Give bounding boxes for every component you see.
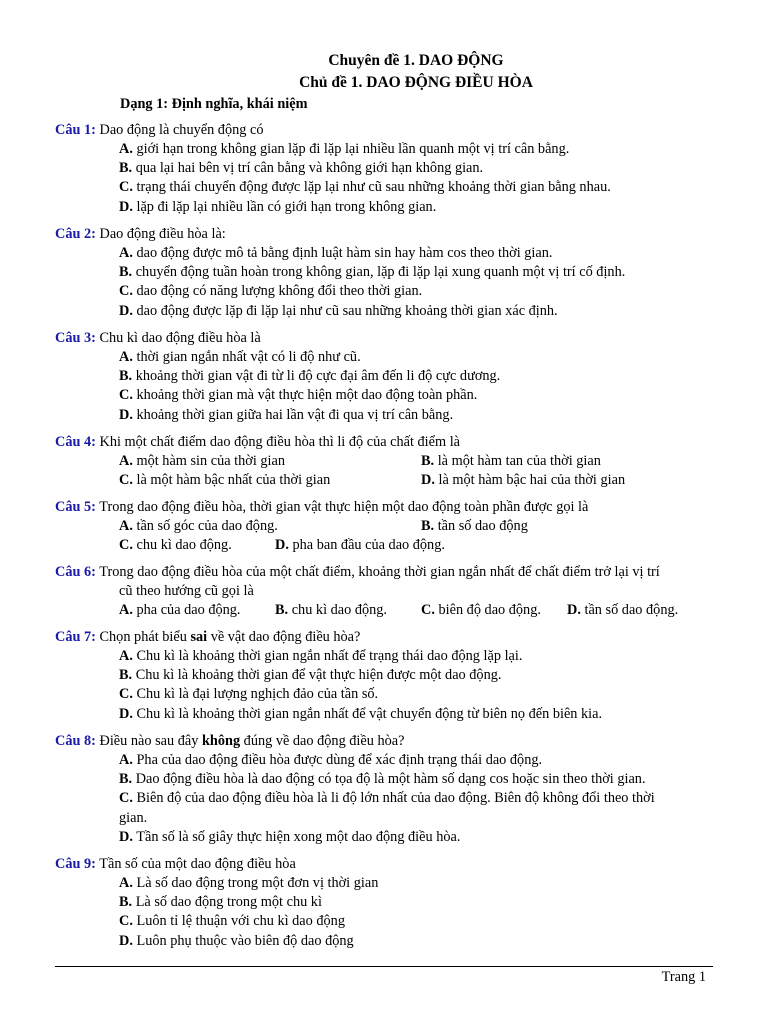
option-a: A. một hàm sin của thời gian	[119, 453, 286, 469]
option-d: D. dao động được lặp đi lặp lại như cũ sau những khoảng thời gian xác định.	[119, 302, 558, 319]
question-1	[55, 121, 715, 217]
question-9	[55, 855, 715, 951]
question-stem: Trong dao động điều hòa, thời gian vật thực hiện một dao động toàn phần được gọi là	[99, 499, 589, 515]
question-number: Câu 2:	[55, 226, 96, 242]
question-2	[55, 225, 715, 321]
question-4	[55, 433, 715, 490]
option-b: B. Là số dao động trong một chu kì	[119, 894, 322, 911]
option-a: A. dao động được mô tả bằng định luật hàm sin hay hàm cos theo thời gian.	[119, 245, 553, 261]
question-stem: Tần số của một dao động điều hòa	[99, 856, 296, 872]
question-stem: Chu kì dao động điều hòa là	[99, 330, 261, 346]
question-number: Câu 4:	[55, 434, 96, 450]
option-a: A. thời gian ngắn nhất vật có li độ như cũ.	[119, 349, 361, 365]
question-stem: Khi một chất điểm dao động điều hòa thì li độ của chất điểm là	[99, 434, 461, 450]
option-b: B. chuyển động tuần hoàn trong không gian, lặp đi lặp lại xung quanh một vị trí cố định.	[119, 264, 626, 281]
option-c: C. chu kì dao động.	[119, 537, 232, 554]
question-stem: Trong dao động điều hòa của một chất điểm, khoảng thời gian ngắn nhất để chất điểm trở lại vị trí	[99, 564, 660, 580]
question-stem: Dao động là chuyển động có	[99, 122, 264, 138]
option-a: A. Chu kì là khoảng thời gian ngắn nhất để trạng thái dao động lặp lại.	[119, 648, 523, 664]
option-c: C. Chu kì là đại lượng nghịch đảo của tần số.	[119, 686, 379, 703]
option-b: B. khoảng thời gian vật đi từ li độ cực đại âm đến li độ cực dương.	[119, 368, 501, 385]
option-c: C. Biên độ của dao động điều hòa là li độ lớn nhất của dao động. Biên độ không đổi theo thời	[119, 790, 655, 807]
question-stem: Chọn phát biểu sai về vật dao động điều hòa?	[99, 629, 361, 645]
option-c: C. Luôn tỉ lệ thuận với chu kì dao động	[119, 913, 345, 930]
option-d: D. là một hàm bậc hai của thời gian	[421, 472, 626, 489]
question-number: Câu 3:	[55, 330, 96, 346]
option-d: D. khoảng thời gian giữa hai lần vật đi qua vị trí cân bằng.	[119, 406, 454, 423]
section-heading: Dạng 1: Định nghĩa, khái niệm	[120, 96, 308, 112]
question-number: Câu 8:	[55, 733, 96, 749]
question-5	[55, 498, 715, 555]
question-number: Câu 1:	[55, 122, 96, 138]
option-d: D. lặp đi lặp lại nhiều lần có giới hạn trong không gian.	[119, 198, 437, 215]
question-stem: Dao động điều hòa là:	[99, 226, 226, 242]
option-c: C. dao động có năng lượng không đổi theo thời gian.	[119, 283, 423, 300]
footer-divider	[55, 966, 713, 967]
option-a: A. pha của dao động.	[119, 602, 241, 618]
option-c: C. biên độ dao động.	[421, 602, 541, 618]
question-stem-continued: cũ theo hướng cũ gọi là	[119, 583, 254, 599]
topic-title: Chủ đề 1. DAO ĐỘNG ĐIỀU HÒA	[299, 74, 533, 91]
option-b: B. chu kì dao động.	[275, 602, 387, 618]
option-b: B. là một hàm tan của thời gian	[421, 453, 601, 469]
question-number: Câu 6:	[55, 564, 96, 580]
option-b: B. Chu kì là khoảng thời gian để vật thực hiện được một dao động.	[119, 667, 502, 684]
question-8	[55, 732, 715, 847]
option-b: B. tần số dao động	[421, 518, 528, 534]
question-number: Câu 9:	[55, 856, 96, 872]
option-c: C. khoảng thời gian mà vật thực hiện một dao động toàn phần.	[119, 387, 478, 404]
option-a: A. tần số góc của dao động.	[119, 518, 278, 534]
option-a: A. giới hạn trong không gian lặp đi lặp lại nhiều lần quanh một vị trí cân bằng.	[119, 141, 570, 157]
question-number: Câu 5:	[55, 499, 96, 515]
option-d: D. Chu kì là khoảng thời gian ngắn nhất để vật chuyển động từ biên nọ đến biên kia.	[119, 705, 603, 722]
question-3	[55, 329, 715, 425]
chapter-title: Chuyên đề 1. DAO ĐỘNG	[328, 52, 504, 69]
question-number: Câu 7:	[55, 629, 96, 645]
option-c: C. là một hàm bậc nhất của thời gian	[119, 472, 331, 489]
option-d: D. Luôn phụ thuộc vào biên độ dao động	[119, 932, 354, 949]
option-b: B. Dao động điều hòa là dao động có tọa độ là một hàm số dạng cos hoặc sin theo thời gian.	[119, 771, 646, 788]
option-a: A. Là số dao động trong một đơn vị thời gian	[119, 875, 379, 891]
option-c: C. trạng thái chuyển động được lặp lại như cũ sau những khoảng thời gian bằng nhau.	[119, 179, 611, 196]
question-6	[55, 563, 715, 620]
option-d: D. Tần số là số giây thực hiện xong một dao động điều hòa.	[119, 828, 461, 845]
page-number: Trang 1	[661, 969, 706, 985]
option-b: B. qua lại hai bên vị trí cân bằng và không giới hạn không gian.	[119, 160, 484, 177]
option-a: A. Pha của dao động điều hòa được dùng để xác định trạng thái dao động.	[119, 752, 543, 768]
option-c-continued: gian.	[119, 809, 148, 826]
question-7	[55, 628, 715, 724]
option-d: D. tần số dao động.	[567, 602, 679, 618]
option-d: D. pha ban đầu của dao động.	[275, 537, 445, 554]
question-stem: Điều nào sau đây không đúng về dao động điều hòa?	[99, 733, 405, 749]
